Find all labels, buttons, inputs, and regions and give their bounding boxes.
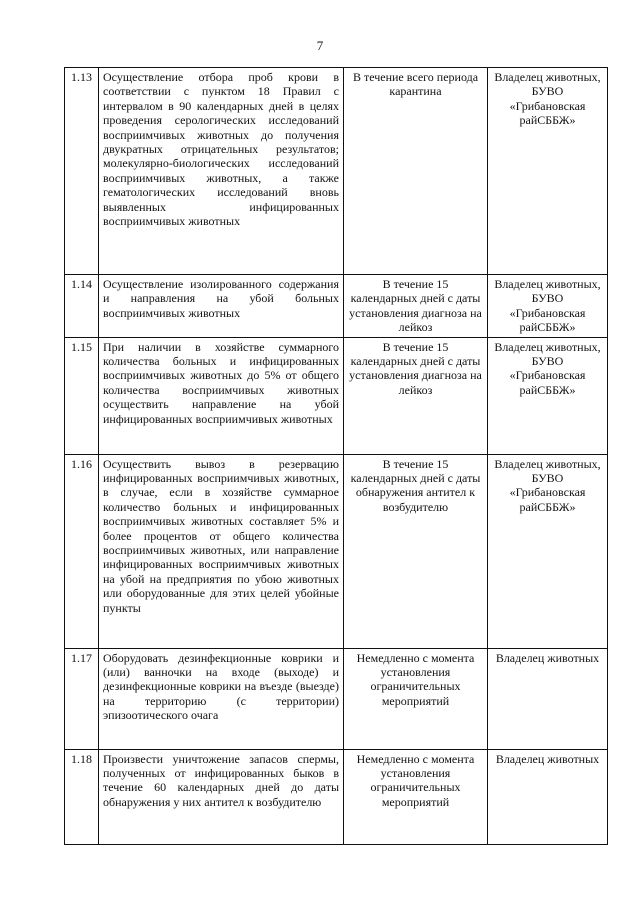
responsible-line: Владелец животных [495, 650, 600, 665]
action-cell: Осуществление отбора проб крови в соответствии с пунктом 18 Правил с интервалом в 90 календарных дней в целях проведения серологических исследований восприимчивых животных до получения двукратных отрицательных результатов; молекулярно-биологических исследований восприимчивых животных, а также гематологических исследований вновь выявленных инфицированных восприимчивых животных [99, 68, 344, 275]
action-cell: Осуществить вывоз в резервацию инфицированных восприимчивых животных, в случае, если в хозяйстве суммарное количество больных и инфицированных восприимчивых животных составляет 5% и более процентов от общего количества восприимчивых животных, или направление инфицированных восприимчивых животных на убой на предприятия по убою животных или оборудованные для этих целей убойные пункты [99, 454, 344, 648]
term-cell: В течение 15 календарных дней с даты обнаружения антител к возбудителю [344, 454, 488, 648]
responsible-cell [488, 68, 608, 275]
term-cell: В течение 15 календарных дней с даты установления диагноза на лейкоз [344, 337, 488, 454]
action-cell: При наличии в хозяйстве суммарного количества больных и инфицированных восприимчивых животных до 5% от общего количества восприимчивых животных осуществить направление на убой инфицированных восприимчивых животных [99, 337, 344, 454]
responsible-line: райСББЖ» [519, 320, 576, 335]
responsible-cell [488, 749, 608, 844]
action-cell: Осуществление изолированного содержания и направления на убой больных восприимчивых животных [99, 275, 344, 338]
table-row [65, 337, 608, 454]
responsible-line: райСББЖ» [519, 382, 576, 397]
responsible-cell [488, 337, 608, 454]
responsible-line: Владелец животных, [494, 70, 601, 84]
row-number: 1.15 [65, 337, 99, 454]
page-number: 7 [316, 38, 324, 53]
action-cell: Оборудовать дезинфекционные коврики и (или) ванночки на входе (выходе) и дезинфекционные коврики на въезде (выезде) на территорию (с территории) эпизоотического очага [99, 648, 344, 749]
responsible-line: райСББЖ» [519, 499, 576, 514]
responsible-cell [488, 648, 608, 749]
responsible-line: БУВО [531, 291, 564, 306]
row-number: 1.18 [65, 749, 99, 844]
responsible-line: БУВО [531, 354, 564, 369]
row-number: 1.14 [65, 275, 99, 338]
term-cell: В течение 15 календарных дней с даты установления диагноза на лейкоз [344, 275, 488, 338]
responsible-cell [488, 275, 608, 338]
responsible-line: «Грибановская [509, 368, 586, 383]
responsible-line: Владелец животных, [494, 339, 601, 354]
row-number: 1.16 [65, 454, 99, 648]
row-number: 1.13 [65, 68, 99, 275]
table-row [65, 454, 608, 648]
action-cell: Произвести уничтожение запасов спермы, полученных от инфицированных быков в течение 60 календарных дней до даты обнаружения у них антител к возбудителю [99, 749, 344, 844]
responsible-line: Владелец животных [495, 751, 600, 766]
responsible-line: «Грибановская [509, 305, 586, 320]
term-cell: Немедленно с момента установления ограничительных мероприятий [344, 648, 488, 749]
table-row [65, 749, 608, 844]
row-number: 1.17 [65, 648, 99, 749]
responsible-cell [488, 454, 608, 648]
term-cell: В течение всего периода карантина [344, 68, 488, 275]
responsible-line: «Грибановская [509, 98, 586, 113]
responsible-line: БУВО [531, 84, 564, 99]
responsible-line: БУВО [531, 471, 564, 486]
table-row [65, 275, 608, 338]
responsible-line: Владелец животных, [494, 277, 601, 291]
responsible-line: Владелец животных, [494, 456, 601, 471]
term-cell: Немедленно с момента установления ограничительных мероприятий [344, 749, 488, 844]
responsible-line: райСББЖ» [519, 113, 576, 128]
table-row [65, 648, 608, 749]
table-row [65, 68, 608, 275]
responsible-line: «Грибановская [509, 485, 586, 500]
measures-table [64, 67, 608, 845]
